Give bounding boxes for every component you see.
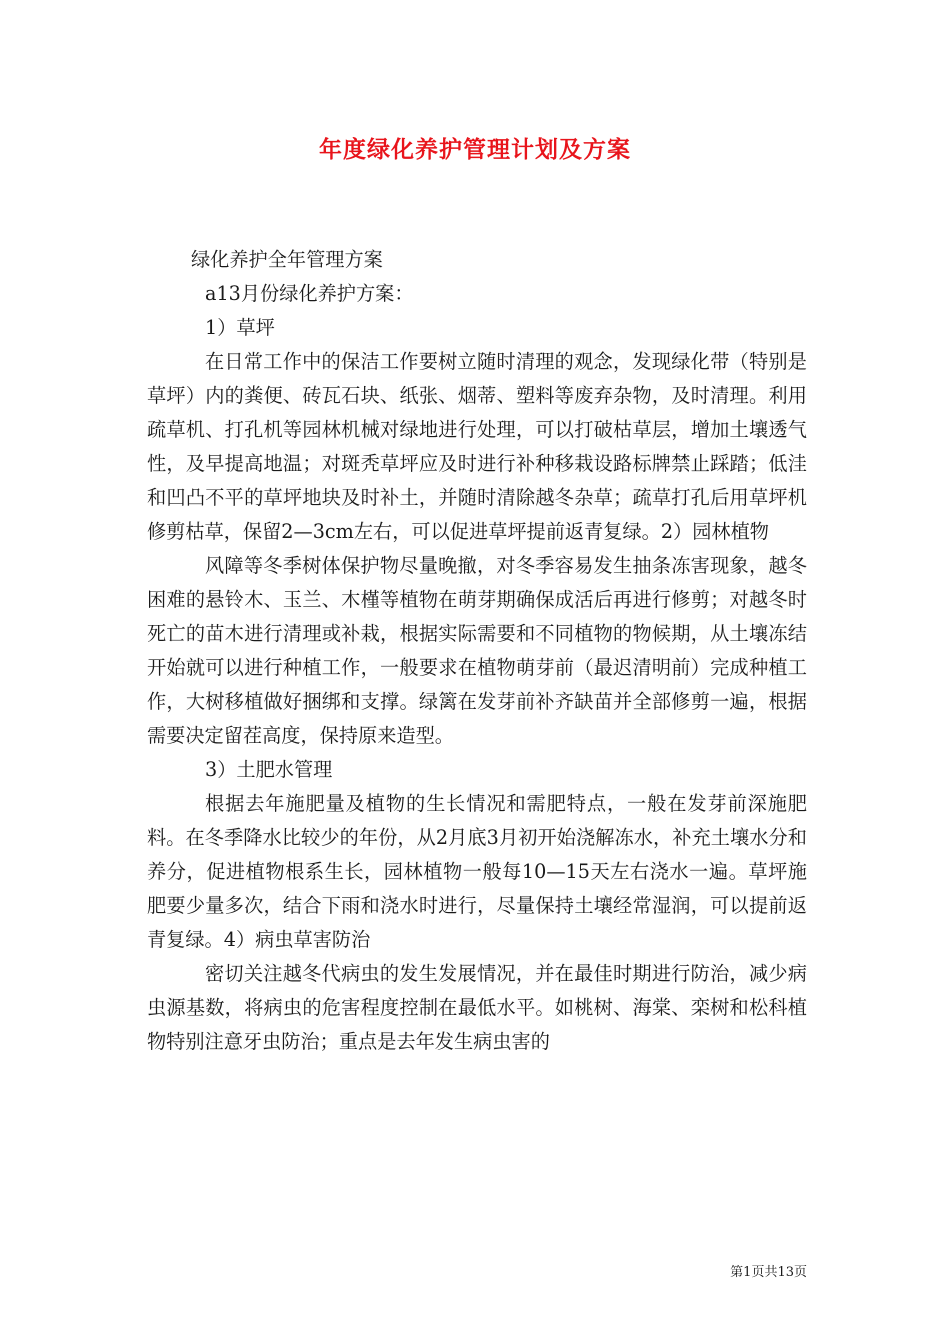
subsection-heading: 1）草坪 bbox=[205, 316, 275, 339]
subsection-heading: a13月份绿化养护方案： bbox=[205, 282, 414, 305]
body-paragraph: 根据去年施肥量及植物的生长情况和需肥特点，一般在发芽前深施肥料。在冬季降水比较少的年份，从2月底3月初开始浇解冻水，补充土壤水分和养分，促进植物根系生长，园林植物一般每10—15天左右浇水一遍。草坪施肥要少量多次，结合下雨和浇水时进行，尽量保持土壤经常湿润，可以提前返青复绿。4）病虫草害防治 bbox=[147, 792, 807, 951]
page-number-footer: 第1页共13页 bbox=[730, 1265, 807, 1280]
body-paragraph: 风障等冬季树体保护物尽量晚撤，对冬季容易发生抽条冻害现象，越冬困难的悬铃木、玉兰、木槿等植物在萌芽期确保成活后再进行修剪；对越冬时死亡的苗木进行清理或补栽，根据实际需要和不同植物的物候期，从土壤冻结开始就可以进行种植工作，一般要求在植物萌芽前（最迟清明前）完成种植工作，大树移植做好捆绑和支撑。绿篱在发芽前补齐缺苗并全部修剪一遍，根据需要决定留茬高度，保持原来造型。 bbox=[147, 554, 807, 747]
section-heading: 绿化养护全年管理方案 bbox=[191, 248, 383, 271]
document-body bbox=[147, 243, 807, 1059]
body-paragraph: 密切关注越冬代病虫的发生发展情况，并在最佳时期进行防治，减少病虫源基数，将病虫的危害程度控制在最低水平。如桃树、海棠、栾树和松科植物特别注意牙虫防治；重点是去年发生病虫害的 bbox=[147, 962, 807, 1053]
document-title: 年度绿化养护管理计划及方案 bbox=[319, 136, 631, 163]
subsection-heading: 3）土肥水管理 bbox=[205, 758, 333, 781]
body-paragraph: 在日常工作中的保洁工作要树立随时清理的观念，发现绿化带（特别是草坪）内的粪便、砖瓦石块、纸张、烟蒂、塑料等废弃杂物，及时清理。利用疏草机、打孔机等园林机械对绿地进行处理，可以打破枯草层，增加土壤透气性，及早提高地温；对斑秃草坪应及时进行补种移栽设路标牌禁止踩踏；低洼和凹凸不平的草坪地块及时补土，并随时清除越冬杂草；疏草打孔后用草坪机修剪枯草，保留2—3cm左右，可以促进草坪提前返青复绿。2）园林植物 bbox=[147, 350, 807, 543]
